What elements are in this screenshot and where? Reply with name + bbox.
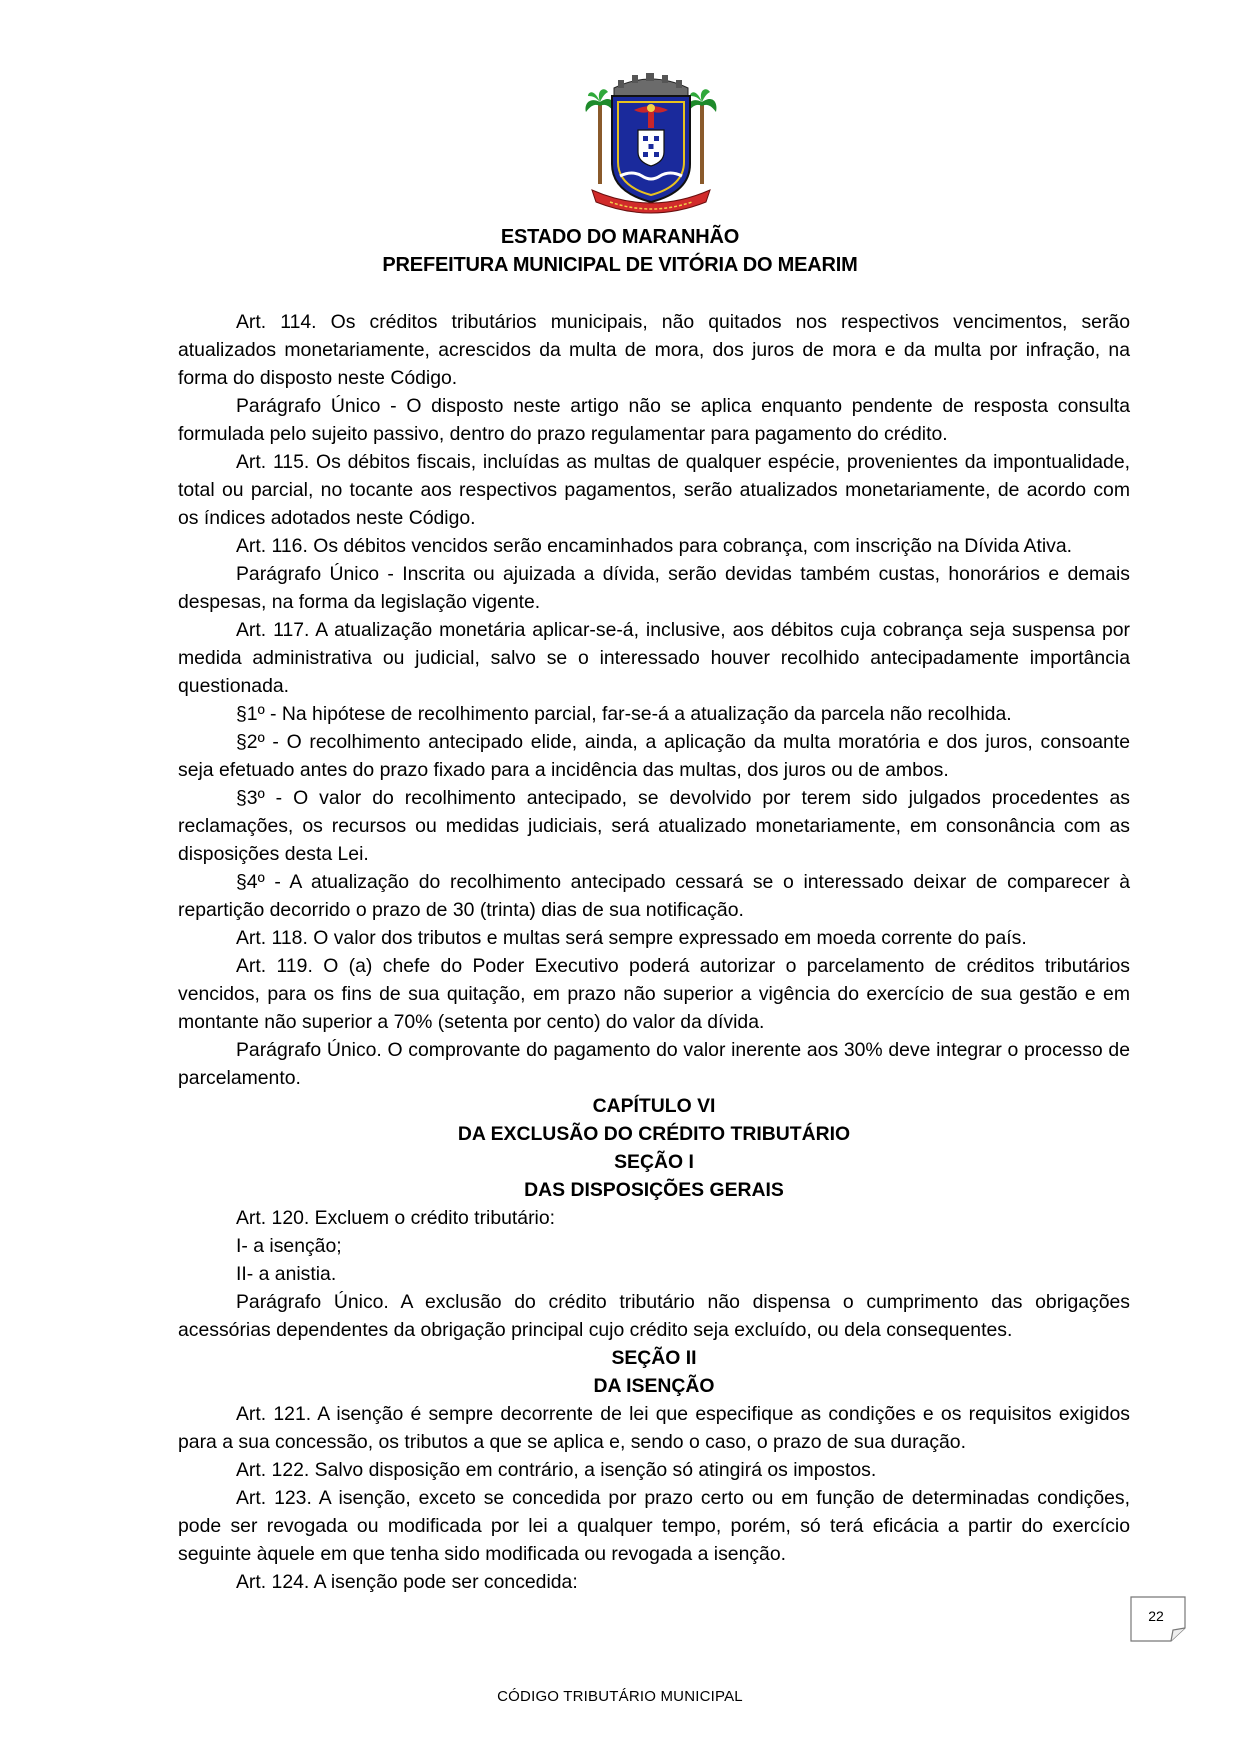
body-paragraph: I- a isenção; [236,1235,342,1257]
section-heading: SEÇÃO I [614,1151,694,1173]
section-heading: DA EXCLUSÃO DO CRÉDITO TRIBUTÁRIO [457,1123,851,1145]
municipality-heading: PREFEITURA MUNICIPAL DE VITÓRIA DO MEARIM [382,254,858,276]
body-paragraph: Art. 119. O (a) chefe do Poder Executivo poderá autorizar o parcelamento de créditos tributários vencidos, para os fins de sua quitação, em prazo não superior a vigência do exercício de sua gestão e em montante não superior a 70% (setenta por cento) do valor da dívida. [178,955,1130,1033]
page-number: 22 [1148,1608,1164,1624]
body-paragraph: Art. 117. A atualização monetária aplicar-se-á, inclusive, aos débitos cuja cobrança seja suspensa por medida administrativa ou judicial, salvo se o interessado houver recolhido antecipadamente importância questionada. [178,619,1130,697]
section-heading: DA ISENÇÃO [593,1375,715,1397]
body-paragraph: §4º - A atualização do recolhimento antecipado cessará se o interessado deixar de comparecer à repartição decorrido o prazo de 30 (trinta) dias de sua notificação. [178,871,1130,921]
section-heading: DAS DISPOSIÇÕES GERAIS [524,1179,784,1201]
state-heading: ESTADO DO MARANHÃO [500,226,740,248]
body-paragraph: Art. 116. Os débitos vencidos serão encaminhados para cobrança, com inscrição na Dívida Ativa. [236,535,1073,557]
document-body [178,308,1130,1596]
body-paragraph: §1º - Na hipótese de recolhimento parcial, far-se-á a atualização da parcela não recolhida. [236,703,1012,725]
municipal-coat-of-arms [584,66,718,216]
body-paragraph: Parágrafo Único. O comprovante do pagamento do valor inerente aos 30% deve integrar o processo de parcelamento. [178,1039,1130,1089]
body-paragraph: Art. 123. A isenção, exceto se concedida por prazo certo ou em função de determinadas condições, pode ser revogada ou modificada por lei a qualquer tempo, porém, só terá eficácia a partir do exercício seguinte àquele em que tenha sido modificada ou revogada a isenção. [178,1487,1130,1565]
mural-crown-icon [614,73,688,96]
body-paragraph: Parágrafo Único - Inscrita ou ajuizada a dívida, serão devidas também custas, honorários e demais despesas, na forma da legislação vigente. [178,563,1130,613]
body-paragraph: §2º - O recolhimento antecipado elide, ainda, a aplicação da multa moratória e dos juros, consoante seja efetuado antes do prazo fixado para a incidência das multas, dos juros ou de ambos. [178,731,1130,781]
body-paragraph: Art. 114. Os créditos tributários municipais, não quitados nos respectivos vencimentos, serão atualizados monetariamente, acrescidos da multa de mora, dos juros de mora e da multa por infração, na forma do disposto neste Código. [178,311,1130,389]
body-paragraph: Art. 120. Excluem o crédito tributário: [236,1207,556,1229]
palm-tree-left-icon [586,89,615,184]
body-paragraph: Art. 122. Salvo disposição em contrário, a isenção só atingirá os impostos. [236,1459,877,1481]
body-paragraph: Art. 115. Os débitos fiscais, incluídas as multas de qualquer espécie, provenientes da impontualidade, total ou parcial, no tocante aos respectivos pagamentos, serão atualizados monetariamente, de acordo com os índices adotados neste Código. [178,451,1130,529]
body-paragraph: Art. 124. A isenção pode ser concedida: [236,1571,578,1593]
palm-tree-right-icon [688,89,717,184]
body-paragraph: Art. 121. A isenção é sempre decorrente de lei que especifique as condições e os requisitos exigidos para a sua concessão, os tributos a que se aplica e, sendo o caso, o prazo de sua duração. [178,1403,1130,1453]
section-heading: SEÇÃO II [611,1347,697,1369]
body-paragraph: Art. 118. O valor dos tributos e multas será sempre expressado em moeda corrente do país. [236,927,1027,949]
body-paragraph: §3º - O valor do recolhimento antecipado, se devolvido por terem sido julgados procedentes as reclamações, os recursos ou medidas judiciais, será atualizado monetariamente, em consonância com as disposições desta Lei. [178,787,1130,865]
document-footer: CÓDIGO TRIBUTÁRIO MUNICIPAL [497,1688,743,1705]
section-heading: CAPÍTULO VI [592,1095,716,1117]
body-paragraph: Parágrafo Único. A exclusão do crédito tributário não dispensa o cumprimento das obrigações acessórias dependentes da obrigação principal cujo crédito seja excluído, ou dela consequentes. [178,1291,1130,1341]
body-paragraph: II- a anistia. [236,1263,337,1285]
body-paragraph: Parágrafo Único - O disposto neste artigo não se aplica enquanto pendente de resposta consulta formulada pelo sujeito passivo, dentro do prazo regulamentar para pagamento do crédito. [178,395,1130,445]
